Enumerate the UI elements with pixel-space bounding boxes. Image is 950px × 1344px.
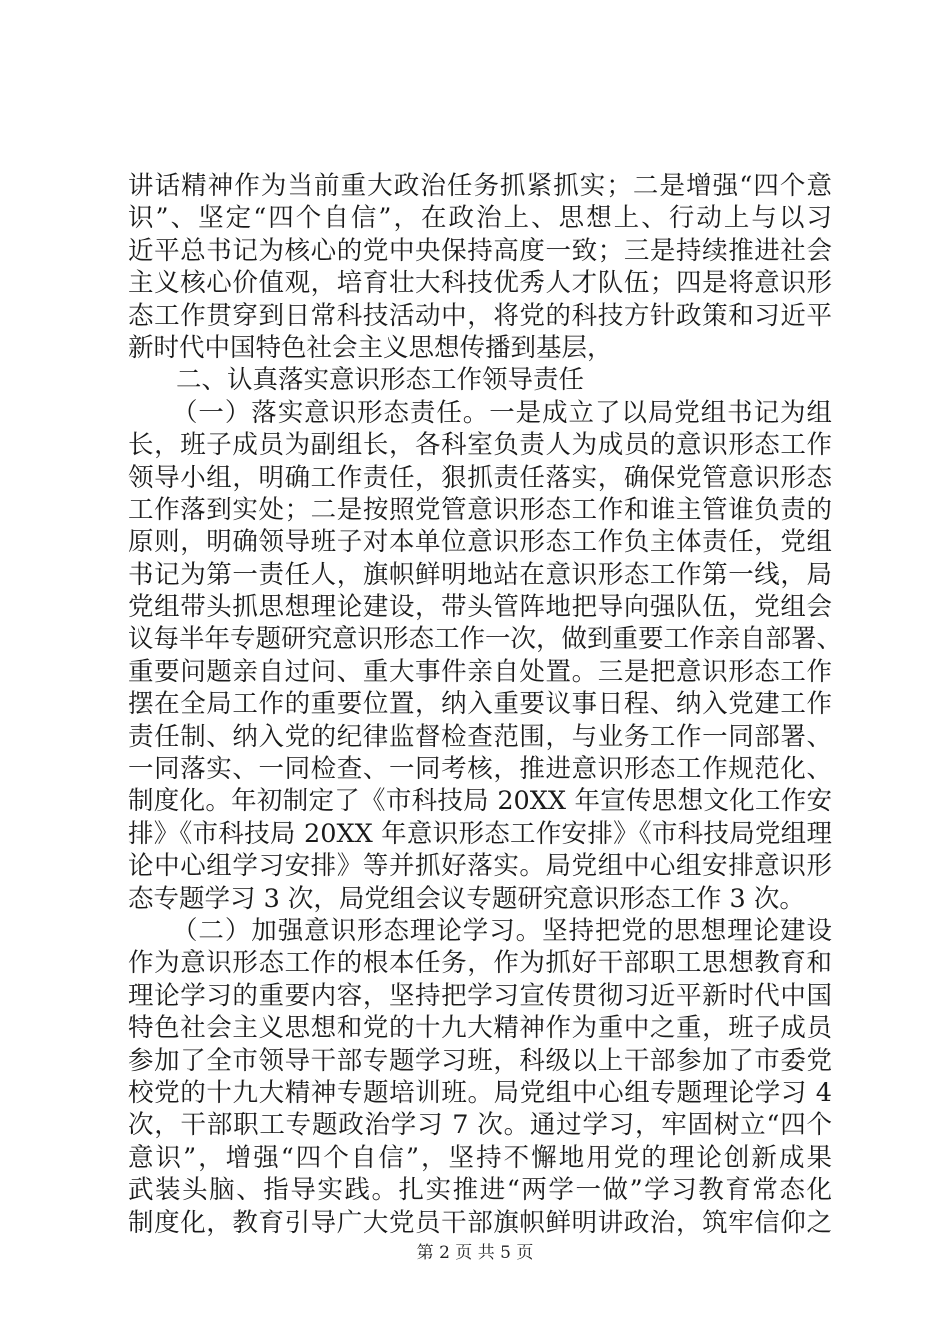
text-line: 识”、坚定“四个自信”，在政治上、思想上、行动上与以习: [128, 203, 832, 234]
text-line: 排》《市科技局 20XX 年意识形态工作安排》《市科技局党组理: [128, 818, 832, 849]
section-heading: 二、认真落实意识形态工作领导责任: [176, 365, 585, 396]
text-line: 责任制、纳入党的纪律监督检查范围，与业务工作一同部署、: [128, 721, 832, 752]
text-line: 主义核心价值观，培育壮大科技优秀人才队伍；四是将意识形: [128, 268, 832, 299]
text-line: 摆在全局工作的重要位置，纳入重要议事日程、纳入党建工作: [128, 689, 832, 720]
text-line: （二）加强意识形态理论学习。坚持把党的思想理论建设: [172, 915, 832, 946]
text-line: 领导小组，明确工作责任，狠抓责任落实，确保党管意识形态: [128, 462, 832, 493]
text-line: 工作落到实处；二是按照党管意识形态工作和谁主管谁负责的: [128, 494, 832, 525]
text-line: 议每半年专题研究意识形态工作一次，做到重要工作亲自部署、: [128, 624, 843, 655]
text-line: 武装头脑、指导实践。扎实推进“两学一做”学习教育常态化: [128, 1175, 832, 1206]
text-line: 讲话精神作为当前重大政治任务抓紧抓实；二是增强“四个意: [128, 171, 832, 201]
text-line: 特色社会主义思想和党的十九大精神作为重中之重，班子成员: [128, 1013, 832, 1044]
text-line: 党组带头抓思想理论建设，带头管阵地把导向强队伍，党组会: [128, 592, 832, 623]
text-line: 校党的十九大精神专题培训班。局党组中心组专题理论学习 4: [128, 1077, 832, 1108]
text-line: 态专题学习 3 次，局党组会议专题研究意识形态工作 3 次。: [128, 883, 805, 914]
text-line: 参加了全市领导干部专题学习班，科级以上干部参加了市委党: [128, 1045, 832, 1076]
text-line: 一同落实、一同检查、一同考核，推进意识形态工作规范化、: [128, 754, 832, 785]
text-line: 近平总书记为核心的党中央保持高度一致；三是持续推进社会: [128, 235, 832, 266]
text-line: 理论学习的重要内容，坚持把学习宣传贯彻习近平新时代中国: [128, 980, 832, 1011]
text-line: 长，班子成员为副组长，各科室负责人为成员的意识形态工作: [128, 430, 832, 461]
text-line: 意识”，增强“四个自信”，坚持不懈地用党的理论创新成果: [128, 1142, 832, 1173]
text-line: 书记为第一责任人，旗帜鲜明地站在意识形态工作第一线，局: [128, 559, 832, 590]
text-line: 制度化，教育引导广大党员干部旗帜鲜明讲政治，筑牢信仰之: [128, 1207, 832, 1238]
text-line: 原则，明确领导班子对本单位意识形态工作负主体责任，党组: [128, 527, 832, 558]
text-line: 新时代中国特色社会主义思想传播到基层，: [128, 332, 613, 363]
text-line: 制度化。年初制定了《市科技局 20XX 年宣传思想文化工作安: [128, 786, 832, 817]
text-line: 作为意识形态工作的根本任务，作为抓好干部职工思想教育和: [128, 948, 832, 979]
text-line: 重要问题亲自过问、重大事件亲自处置。三是把意识形态工作: [128, 656, 832, 687]
text-line: 态工作贯穿到日常科技活动中，将党的科技方针政策和习近平: [128, 300, 832, 331]
page-number: 第 2 页 共 5 页: [416, 1243, 534, 1263]
text-line: 论中心组学习安排》等并抓好落实。局党组中心组安排意识形: [128, 851, 832, 882]
body-text: [128, 170, 843, 1239]
text-line: （一）落实意识形态责任。一是成立了以局党组书记为组: [172, 397, 832, 428]
text-line: 次，干部职工专题政治学习 7 次。通过学习，牢固树立“四个: [128, 1110, 832, 1141]
